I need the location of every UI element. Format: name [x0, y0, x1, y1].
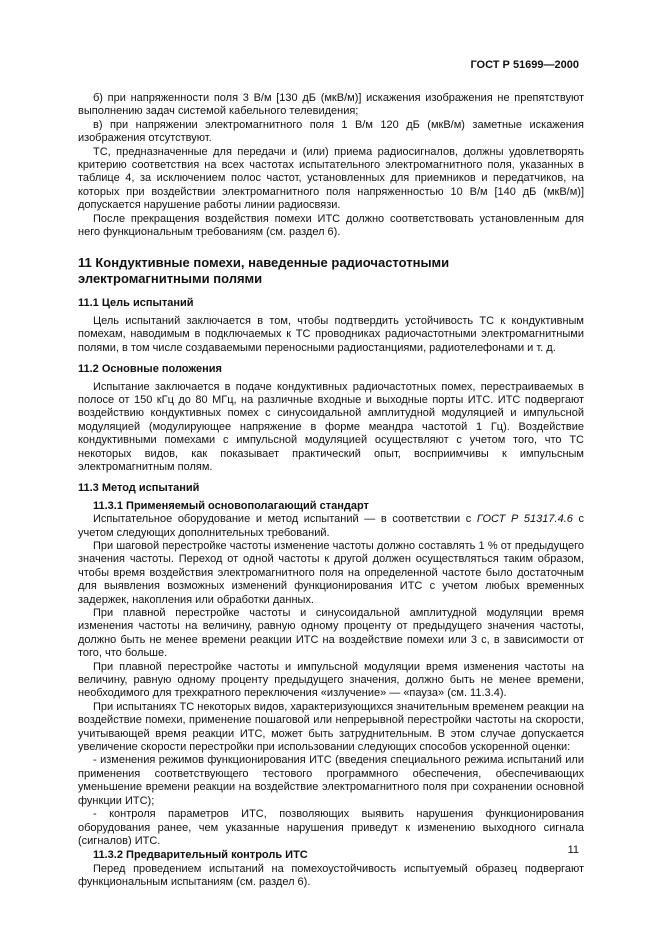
- subsection-heading-11-3-2: 11.3.2 Предварительный контроль ИТС: [93, 849, 308, 862]
- paragraph: При плавной перестройке частоты и импульсной модуляции время изменения частоты на величину, равную одному проценту предыдущего значения, должно быть не менее времени, необходимого для трехкратного переключения «излучение» — «пауза» (см. 11.3.4).: [78, 660, 584, 700]
- list-item: - контроля параметров ИТС, позволяющих выявить нарушения функционирования оборудования ранее, чем указанные нарушения приведут к изменению выходного сигнала (сигналов) ИТС.: [78, 808, 584, 847]
- paragraph: При плавной перестройке частоты и синусоидальной амплитудной модуляции время изменения частоты на величину, равную одному проценту от предыдущего значения частоты, должно быть не менее времени реакции ИТС на воздействие помехи или 3 с, в зависимости от того, что больше.: [78, 607, 584, 660]
- paragraph: После прекращения воздействия помехи ИТС должно соответствовать установленным для него функциональным требованиям (см. раздел 6).: [78, 212, 584, 239]
- subsection-heading-11-3-1: 11.3.1 Применяемый основополагающий стандарт: [93, 499, 369, 512]
- paragraph: Испытание заключается в подаче кондуктивных радиочастотных помех, перестраиваемых в полосе от 150 кГц до 80 МГц, на различные входные и выходные порты ИТС. ИТС подвергают воздействию кондуктивных помех с синусоидальной амплитудной модуляцией и импульсной модуляцией (модулирующее напряжение в форме меандра частотой 1 Гц). Воздействие кондуктивными помехами с импульсной модуляцией осуществляют с учетом того, что ТС некоторых видов, как показывает практический опыт, восприимчивы к импульсным электромагнитным полям.: [78, 380, 584, 473]
- list-item: - изменения режимов функционирования ИТС (введения специального режима испытаний или применения соответствующего тестового программного обеспечения, обеспечивающих уменьшение времени реакции на воздействие электромагнитного поля при сохранении основной функции ИТС);: [78, 754, 584, 807]
- paragraph: в) при напряжении электромагнитного поля 1 В/м 120 дБ (мкВ/м) заметные искажения изображения отсутствуют.: [78, 118, 584, 145]
- section-heading-11: 11 Кондуктивные помехи, наведенные радиочастотными электромагнитными полями: [78, 255, 450, 287]
- text: Испытательное оборудование и метод испытаний — в соответствии с: [93, 513, 477, 526]
- paragraph: Цель испытаний заключается в том, чтобы подтвердить устойчивость ТС к кондуктивным помехам, наводимым в подключаемых к ТС проводниках радиочастотными электромагнитными полями, в том числе создаваемыми переносными радиостанциями, радиотелефонами и т. д.: [78, 314, 584, 354]
- document-body: [78, 92, 584, 890]
- subsection-heading-11-1: 11.1 Цель испытаний: [78, 297, 194, 310]
- text: с учетом следующих дополнительных требований.: [78, 513, 585, 539]
- paragraph: [78, 513, 584, 540]
- page-number: 11: [567, 844, 579, 856]
- paragraph: ТС, предназначенные для передачи и (или) приема радиосигналов, должны удовлетворять критерию соответствия на всех частотах испытательного электромагнитного поля, указанных в таблице 4, за исключением полос частот, установленных для приемников и передатчиков, на которых при воздействии электромагнитного поля напряженностью 10 В/м [140 дБ (мкВ/м)] допускается нарушение работы линии радиосвязи.: [78, 145, 584, 212]
- paragraph: При испытаниях ТС некоторых видов, характеризующихся значительным временем реакции на воздействие помехи, применение пошаговой или непрерывной перестройки частоты на скорости, учитывающей время реакции ИТС, может быть затруднительным. В этом случае допускается увеличение скорости перестройки при использовании следующих способов ускоренной оценки:: [78, 700, 584, 754]
- subsection-heading-11-2: 11.2 Основные положения: [78, 363, 222, 376]
- standard-reference: ГОСТ Р 51317.4.6: [476, 513, 573, 526]
- document-code: ГОСТ Р 51699—2000: [470, 59, 579, 71]
- paragraph: б) при напряженности поля 3 В/м [130 дБ (мкВ/м)] искажения изображения не препятствуют выполнению задач системой кабельного телевидения;: [78, 92, 584, 118]
- paragraph: Перед проведением испытаний на помехоустойчивость испытуемый образец подвергают функциональным испытаниям (см. раздел 6).: [78, 862, 584, 889]
- subsection-heading-11-3: 11.3 Метод испытаний: [78, 482, 200, 495]
- paragraph: При шаговой перестройке частоты изменение частоты должно составлять 1 % от предыдущего значения частоты. Переход от одной частоты к другой должен осуществляться таким образом, чтобы время воздействия электромагнитного поля на определенной частоте было достаточным для выявления возможных изменений функционирования ИТС с учетом любых временных задержек, накопления или обработки данных.: [78, 539, 584, 606]
